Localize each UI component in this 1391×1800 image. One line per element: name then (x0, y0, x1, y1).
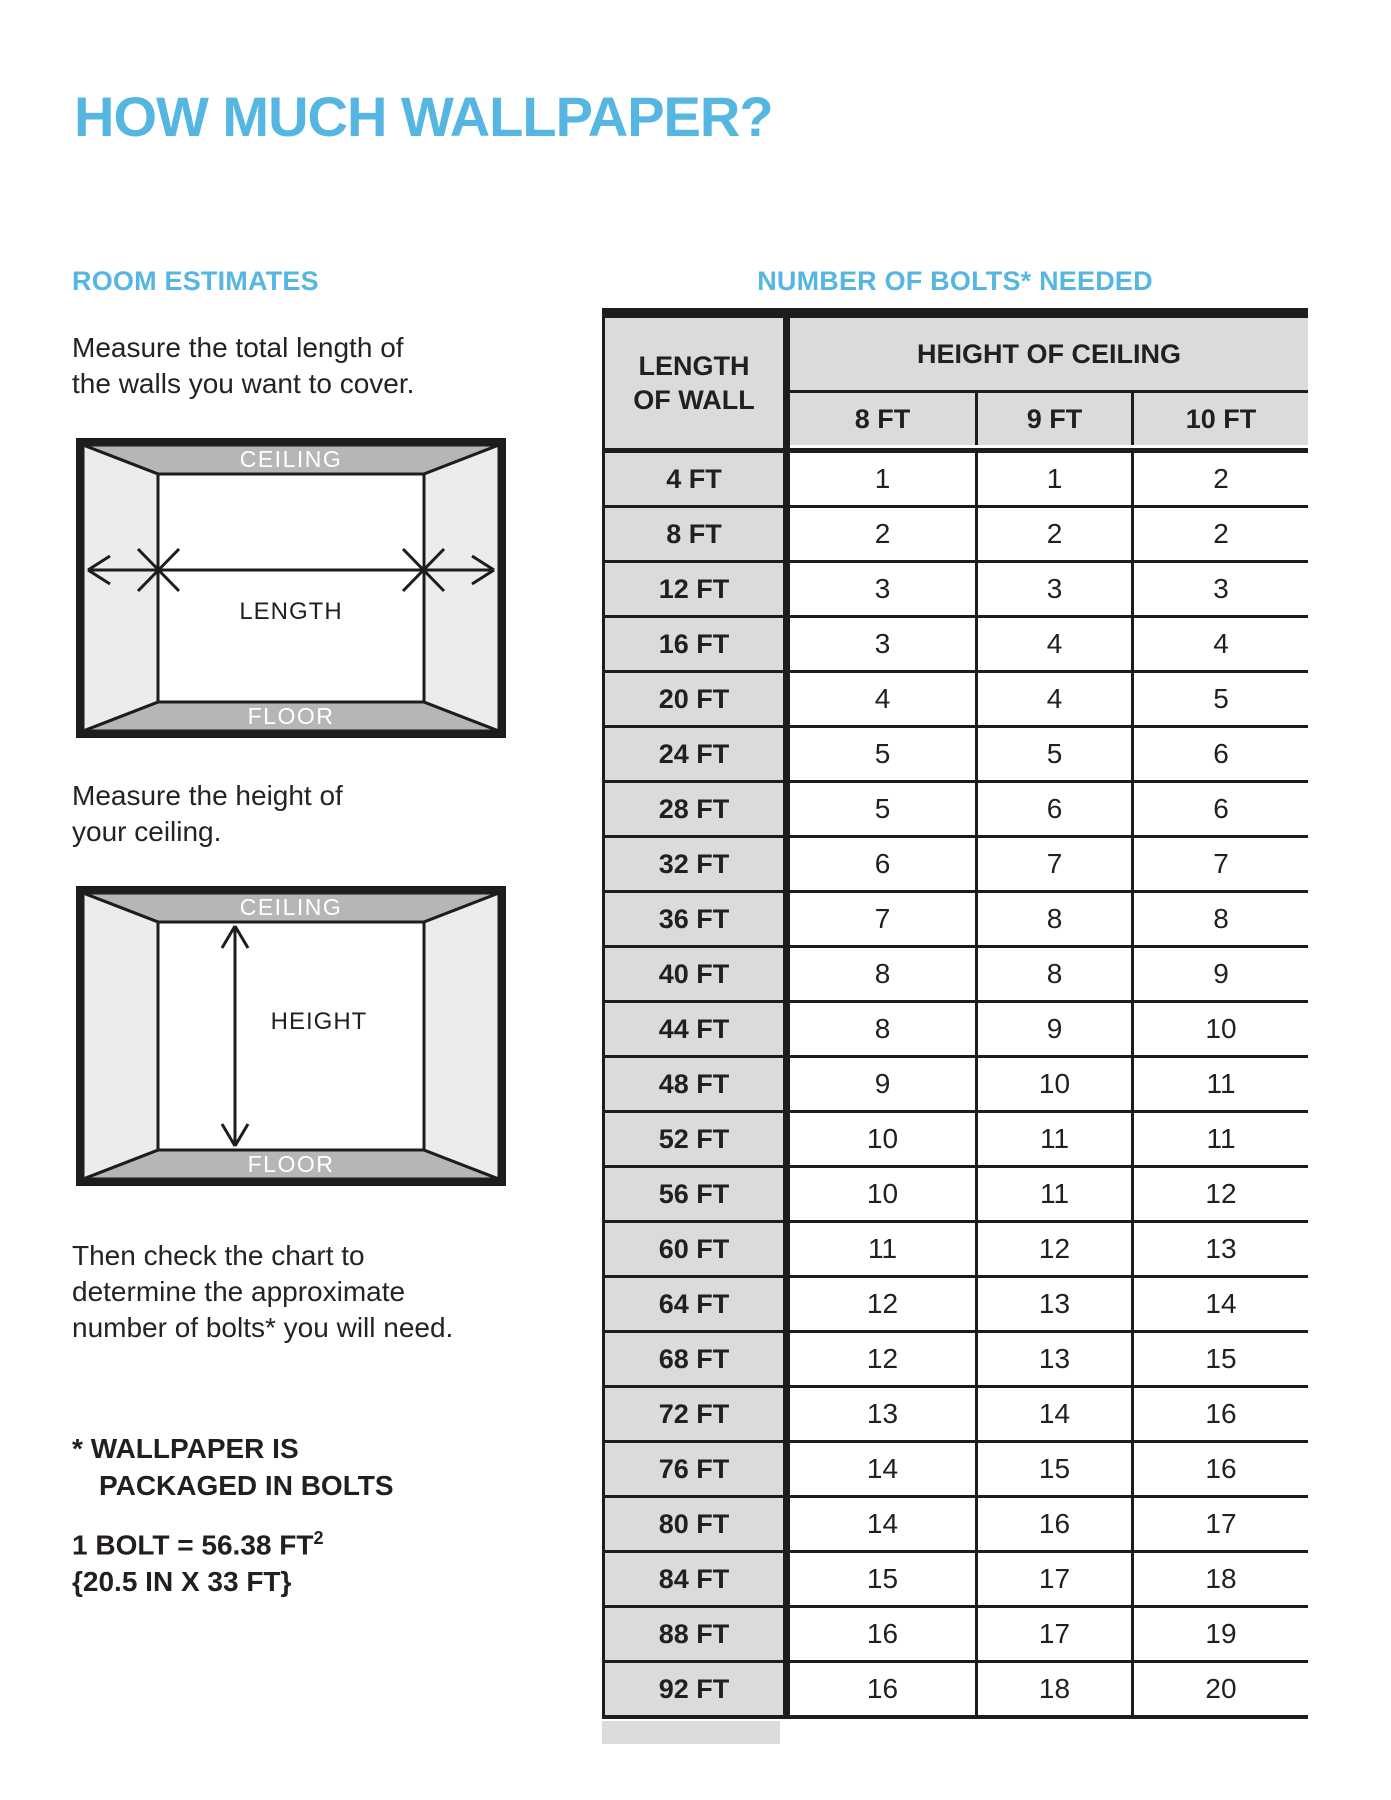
bolts-needed-heading: NUMBER OF BOLTS* NEEDED (757, 266, 1153, 296)
bolt-count-cell: 16 (1131, 1388, 1308, 1440)
wall-length-cell: 88 FT (605, 1608, 783, 1660)
bolt-count-cell: 6 (975, 783, 1131, 835)
wall-length-cell: 36 FT (605, 893, 783, 945)
bolt-count-cell: 10 (975, 1058, 1131, 1110)
bolt-count-cell: 2 (975, 508, 1131, 560)
bolt-count-cell: 12 (1131, 1168, 1308, 1220)
bolt-count-cell: 13 (783, 1388, 975, 1440)
footnote-bolt-size (72, 1520, 323, 1600)
bolt-count-cell: 12 (783, 1333, 975, 1385)
height-measure-label: HEIGHT (270, 1008, 368, 1035)
table-bottom-stub (602, 1721, 780, 1744)
col-header-8ft: 8 FT (790, 393, 975, 445)
room-diagram-height (76, 886, 506, 1186)
footnote-wallpaper-line2: PACKAGED IN BOLTS (99, 1470, 394, 1501)
bolt-count-cell: 14 (975, 1388, 1131, 1440)
bolt-count-cell: 4 (975, 673, 1131, 725)
instruction-height-line2: your ceiling. (72, 816, 222, 847)
instruction-chart (72, 1238, 453, 1346)
bolt-count-cell: 5 (975, 728, 1131, 780)
table-row (602, 1113, 1308, 1168)
bolt-count-cell: 5 (783, 728, 975, 780)
bolt-count-cell: 1 (783, 453, 975, 505)
bolt-count-cell: 5 (783, 783, 975, 835)
table-row (602, 1333, 1308, 1388)
instruction-length (72, 330, 414, 402)
bolt-count-cell: 3 (1131, 563, 1308, 615)
table-row (602, 1388, 1308, 1443)
bolt-count-cell: 8 (783, 948, 975, 1000)
wall-length-cell: 68 FT (605, 1333, 783, 1385)
bolt-count-cell: 13 (1131, 1223, 1308, 1275)
table-body (602, 453, 1308, 1719)
instruction-height-line1: Measure the height of (72, 780, 343, 811)
bolt-count-cell: 10 (1131, 1003, 1308, 1055)
bolt-count-cell: 7 (975, 838, 1131, 890)
left-wall-plane (83, 445, 158, 731)
table-row (602, 1058, 1308, 1113)
bolt-count-cell: 7 (783, 893, 975, 945)
bolt-count-cell: 15 (975, 1443, 1131, 1495)
wall-length-cell: 20 FT (605, 673, 783, 725)
wall-length-cell: 8 FT (605, 508, 783, 560)
bolt-count-cell: 14 (783, 1443, 975, 1495)
ceiling-height-subheaders (790, 393, 1308, 445)
ceiling-label: CEILING (239, 894, 343, 920)
table-row (602, 1278, 1308, 1333)
room-diagram-length (76, 438, 506, 738)
table-row (602, 508, 1308, 563)
bolt-count-cell: 10 (783, 1168, 975, 1220)
bolt-count-cell: 8 (783, 1003, 975, 1055)
bolt-count-cell: 14 (783, 1498, 975, 1550)
bolt-count-cell: 4 (783, 673, 975, 725)
bolt-count-cell: 10 (783, 1113, 975, 1165)
bolt-count-cell: 4 (975, 618, 1131, 670)
back-wall-plane (158, 474, 424, 702)
bolt-count-cell: 16 (783, 1608, 975, 1660)
bolt-count-cell: 11 (975, 1113, 1131, 1165)
wall-length-cell: 72 FT (605, 1388, 783, 1440)
bolt-equation: 1 BOLT = 56.38 $FT^2$ (72, 1528, 324, 1561)
instruction-length-line2: the walls you want to cover. (72, 368, 415, 399)
bolt-count-cell: 9 (783, 1058, 975, 1110)
instruction-chart-line3: number of bolts* you will need. (72, 1312, 454, 1343)
bolt-count-cell: 6 (783, 838, 975, 890)
table-row (602, 453, 1308, 508)
table-row (602, 1498, 1308, 1553)
wall-length-cell: 40 FT (605, 948, 783, 1000)
bolt-count-cell: 8 (975, 948, 1131, 1000)
table-row (602, 783, 1308, 838)
bolt-count-cell: 12 (975, 1223, 1131, 1275)
wall-length-cell: 28 FT (605, 783, 783, 835)
wall-length-cell: 48 FT (605, 1058, 783, 1110)
bolt-count-cell: 19 (1131, 1608, 1308, 1660)
bolt-count-cell: 3 (975, 563, 1131, 615)
bolt-count-cell: 11 (1131, 1113, 1308, 1165)
wall-length-cell: 80 FT (605, 1498, 783, 1550)
bolt-count-cell: 3 (783, 618, 975, 670)
bolt-count-cell: 11 (975, 1168, 1131, 1220)
bolt-count-cell: 17 (1131, 1498, 1308, 1550)
bolt-count-cell: 6 (1131, 783, 1308, 835)
bolt-count-cell: 18 (1131, 1553, 1308, 1605)
table-header (602, 318, 1308, 453)
table-top-bar (602, 308, 1308, 318)
wall-length-cell: 32 FT (605, 838, 783, 890)
page-title: HOW MUCH WALLPAPER? (74, 85, 773, 148)
bolt-count-cell: 9 (975, 1003, 1131, 1055)
bolt-dimensions: {20.5 IN X 33 FT} (72, 1566, 292, 1598)
length-of-wall-header-line1: LENGTH (638, 351, 750, 381)
wall-length-cell: 56 FT (605, 1168, 783, 1220)
footnote-wallpaper (72, 1430, 394, 1504)
instruction-chart-line1: Then check the chart to (72, 1240, 365, 1271)
ceiling-label: CEILING (239, 446, 343, 472)
table-row (602, 618, 1308, 673)
table-row (602, 838, 1308, 893)
bolt-count-cell: 8 (1131, 893, 1308, 945)
footnote-wallpaper-line1: * WALLPAPER IS (72, 1433, 299, 1464)
instruction-height (72, 778, 343, 850)
right-wall-plane (424, 445, 499, 731)
length-of-wall-header-line2: OF WALL (633, 385, 755, 415)
bolt-count-cell: 3 (783, 563, 975, 615)
col-header-10ft: 10 FT (1131, 393, 1308, 445)
bolt-count-cell: 14 (1131, 1278, 1308, 1330)
table-row (602, 728, 1308, 783)
table-row (602, 1003, 1308, 1058)
bolt-count-cell: 5 (1131, 673, 1308, 725)
bolt-count-cell: 9 (1131, 948, 1308, 1000)
wall-length-cell: 60 FT (605, 1223, 783, 1275)
wall-length-cell: 76 FT (605, 1443, 783, 1495)
wall-length-cell: 12 FT (605, 563, 783, 615)
height-of-ceiling-header: HEIGHT OF CEILING (790, 318, 1308, 393)
room-estimates-heading: ROOM ESTIMATES (72, 266, 319, 296)
bolt-count-cell: 16 (1131, 1443, 1308, 1495)
table-row (602, 1168, 1308, 1223)
wall-length-cell: 64 FT (605, 1278, 783, 1330)
table-row (602, 948, 1308, 1003)
bolt-count-cell: 16 (783, 1663, 975, 1715)
bolt-count-cell: 4 (1131, 618, 1308, 670)
bolt-count-cell: 2 (1131, 508, 1308, 560)
bolt-count-cell: 13 (975, 1278, 1131, 1330)
bolt-count-cell: 11 (1131, 1058, 1308, 1110)
wall-length-cell: 84 FT (605, 1553, 783, 1605)
bolt-count-cell: 13 (975, 1333, 1131, 1385)
instruction-length-line1: Measure the total length of (72, 332, 404, 363)
table-row (602, 1223, 1308, 1278)
table-row (602, 563, 1308, 618)
bolt-count-cell: 8 (975, 893, 1131, 945)
right-wall-plane (424, 893, 499, 1179)
bolt-count-cell: 17 (975, 1553, 1131, 1605)
wall-length-cell: 4 FT (605, 453, 783, 505)
table-row (602, 893, 1308, 948)
wall-length-cell: 92 FT (605, 1663, 783, 1715)
table-row (602, 1608, 1308, 1663)
floor-label: FLOOR (247, 1151, 335, 1177)
table-row (602, 1663, 1308, 1719)
length-measure-label: LENGTH (239, 598, 343, 625)
bolt-count-cell: 16 (975, 1498, 1131, 1550)
bolt-count-cell: 18 (975, 1663, 1131, 1715)
bolt-count-cell: 15 (783, 1553, 975, 1605)
bolt-count-cell: 17 (975, 1608, 1131, 1660)
bolt-count-cell: 20 (1131, 1663, 1308, 1715)
table-row (602, 673, 1308, 728)
floor-label: FLOOR (247, 703, 335, 729)
instruction-chart-line2: determine the approximate (72, 1276, 406, 1307)
ceiling-height-header-group (783, 318, 1308, 448)
bolt-count-cell: 11 (783, 1223, 975, 1275)
wall-length-cell: 52 FT (605, 1113, 783, 1165)
length-of-wall-header (605, 318, 783, 448)
bolt-count-cell: 2 (1131, 453, 1308, 505)
bolt-count-cell: 7 (1131, 838, 1308, 890)
bolt-count-cell: 12 (783, 1278, 975, 1330)
col-header-9ft: 9 FT (975, 393, 1131, 445)
bolts-table (602, 308, 1308, 1719)
bolt-count-cell: 15 (1131, 1333, 1308, 1385)
bolt-count-cell: 2 (783, 508, 975, 560)
wall-length-cell: 24 FT (605, 728, 783, 780)
wall-length-cell: 16 FT (605, 618, 783, 670)
wall-length-cell: 44 FT (605, 1003, 783, 1055)
bolt-count-cell: 1 (975, 453, 1131, 505)
table-row (602, 1553, 1308, 1608)
back-wall-plane (158, 922, 424, 1150)
bolt-count-cell: 6 (1131, 728, 1308, 780)
table-row (602, 1443, 1308, 1498)
left-wall-plane (83, 893, 158, 1179)
